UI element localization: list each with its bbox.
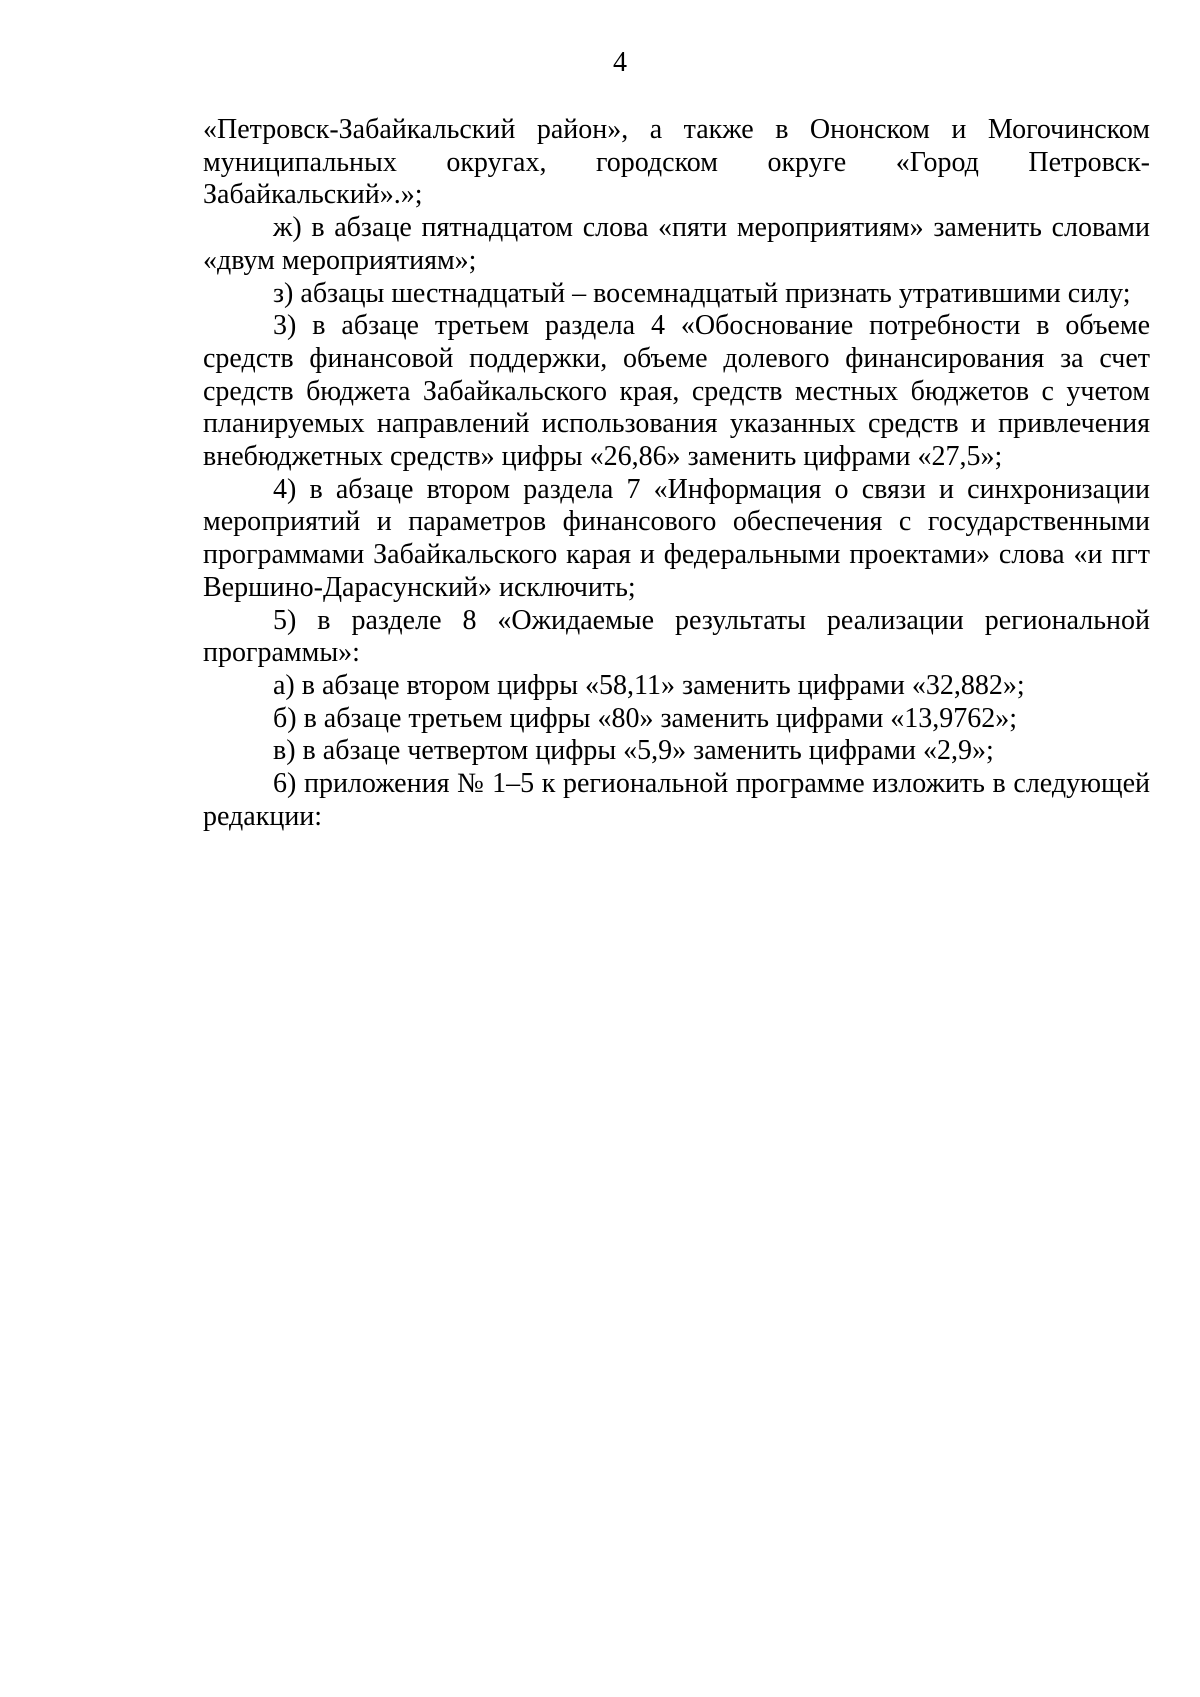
paragraph-item-5: 5) в разделе 8 «Ожидаемые результаты реализации региональной программы»: xyxy=(203,604,1150,669)
paragraph-item-3: 3) в абзаце третьем раздела 4 «Обоснование потребности в объеме средств финансовой поддержки, объеме долевого финансирования за счет средств бюджета Забайкальского края, средств местных бюджетов с учетом планируемых направлений использования указанных средств и привлечения внебюджетных средств» цифры «26,86» заменить цифрами «27,5»; xyxy=(203,310,1150,473)
paragraph-item-zh: ж) в абзаце пятнадцатом слова «пяти мероприятиям» заменить словами «двум мероприятиям»; xyxy=(203,212,1150,276)
paragraph-item-4: 4) в абзаце втором раздела 7 «Информация о связи и синхронизации мероприятий и параметров финансового обеспечения с государственными программами Забайкальского карая и федеральными проектами» слова «и пгт Вершино-Дарасунский» исключить; xyxy=(203,473,1150,603)
paragraph-item-z: з) абзацы шестнадцатый – восемнадцатый признать утратившими силу; xyxy=(273,277,1131,309)
page-number: 4 xyxy=(613,47,627,78)
paragraph-item-5v: в) в абзаце четвертом цифры «5,9» заменить цифрами «2,9»; xyxy=(273,735,994,767)
document-body xyxy=(203,114,1150,833)
paragraph-continuation: «Петровск-Забайкальский район», а также в Ононском и Могочинском муниципальных округах, городском округе «Город Петровск-Забайкальский».»; xyxy=(203,114,1150,211)
paragraph-item-5b: б) в абзаце третьем цифры «80» заменить цифрами «13,9762»; xyxy=(273,702,1018,734)
paragraph-item-5a: а) в абзаце втором цифры «58,11» заменить цифрами «32,882»; xyxy=(273,669,1025,701)
paragraph-item-6: 6) приложения № 1–5 к региональной программе изложить в следующей редакции: xyxy=(203,768,1150,832)
